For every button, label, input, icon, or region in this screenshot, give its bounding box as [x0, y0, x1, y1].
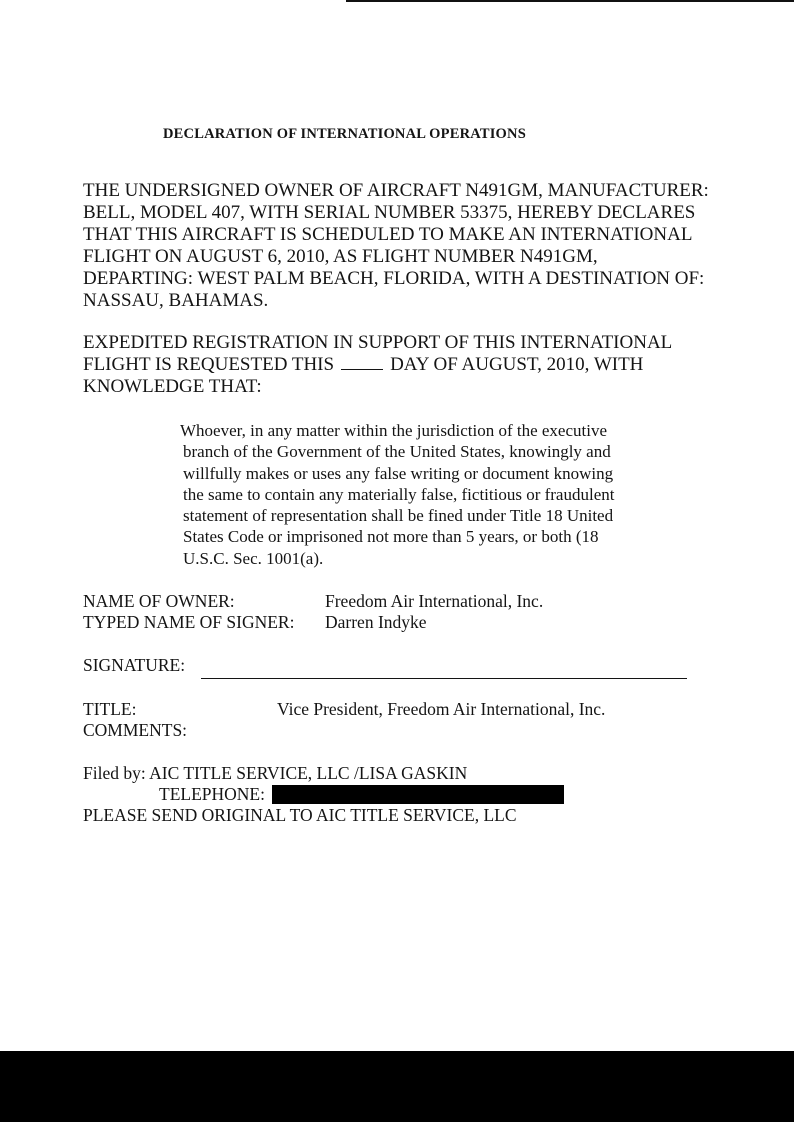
- declaration-line: FLIGHT ON AUGUST 6, 2010, AS FLIGHT NUMBER N491GM,: [83, 246, 598, 267]
- quote-line: U.S.C. Sec. 1001(a).: [183, 548, 324, 568]
- request-text-before-blank: FLIGHT IS REQUESTED THIS: [83, 354, 335, 375]
- quote-line: willfully makes or uses any false writing or document knowing: [183, 463, 614, 483]
- owner-label: NAME OF OWNER:: [83, 591, 235, 611]
- request-line: [83, 354, 672, 376]
- comments-label: COMMENTS:: [83, 720, 188, 740]
- declaration-line: BELL, MODEL 407, WITH SERIAL NUMBER 53375, HEREBY DECLARES: [83, 202, 696, 223]
- title-value: Vice President, Freedom Air International, Inc.: [277, 699, 606, 719]
- request-text-after-blank: DAY OF AUGUST, 2010, WITH: [390, 354, 644, 375]
- signer-label: TYPED NAME OF SIGNER:: [83, 612, 295, 632]
- signature-line[interactable]: [201, 678, 687, 679]
- quote-line: States Code or imprisoned not more than 5 years, or both (18: [183, 527, 599, 547]
- title-label: TITLE:: [83, 699, 137, 719]
- day-blank-field[interactable]: [341, 355, 383, 370]
- quote-line: the same to contain any materially false, fictitious or fraudulent: [183, 484, 615, 504]
- signature-label: SIGNATURE:: [83, 655, 186, 675]
- document-title: DECLARATION OF INTERNATIONAL OPERATIONS: [163, 126, 526, 142]
- request-paragraph: [83, 332, 672, 398]
- quote-line: Whoever, in any matter within the jurisdiction of the executive: [180, 421, 608, 440]
- quote-line: statement of representation shall be fined under Title 18 United: [183, 506, 614, 526]
- signer-value: Darren Indyke: [325, 612, 427, 632]
- declaration-line: THAT THIS AIRCRAFT IS SCHEDULED TO MAKE AN INTERNATIONAL: [83, 224, 693, 245]
- send-original-text: PLEASE SEND ORIGINAL TO AIC TITLE SERVICE, LLC: [83, 805, 517, 825]
- request-line: KNOWLEDGE THAT:: [83, 376, 262, 397]
- top-edge-rule: [346, 0, 794, 2]
- quote-line: branch of the Government of the United States, knowingly and: [183, 442, 611, 462]
- legal-quote: [180, 420, 614, 569]
- declaration-line: NASSAU, BAHAMAS.: [83, 290, 269, 311]
- declaration-line: DEPARTING: WEST PALM BEACH, FLORIDA, WITH A DESTINATION OF:: [83, 268, 705, 289]
- owner-value: Freedom Air International, Inc.: [325, 591, 544, 611]
- telephone-redaction: [272, 785, 564, 804]
- declaration-line: THE UNDERSIGNED OWNER OF AIRCRAFT N491GM, MANUFACTURER:: [83, 180, 709, 201]
- scan-bottom-band: [0, 1051, 794, 1122]
- filed-by-text: Filed by: AIC TITLE SERVICE, LLC /LISA GASKIN: [83, 763, 468, 783]
- declaration-paragraph: [83, 180, 709, 312]
- request-line: EXPEDITED REGISTRATION IN SUPPORT OF THIS INTERNATIONAL: [83, 332, 673, 353]
- telephone-label: TELEPHONE:: [159, 784, 265, 804]
